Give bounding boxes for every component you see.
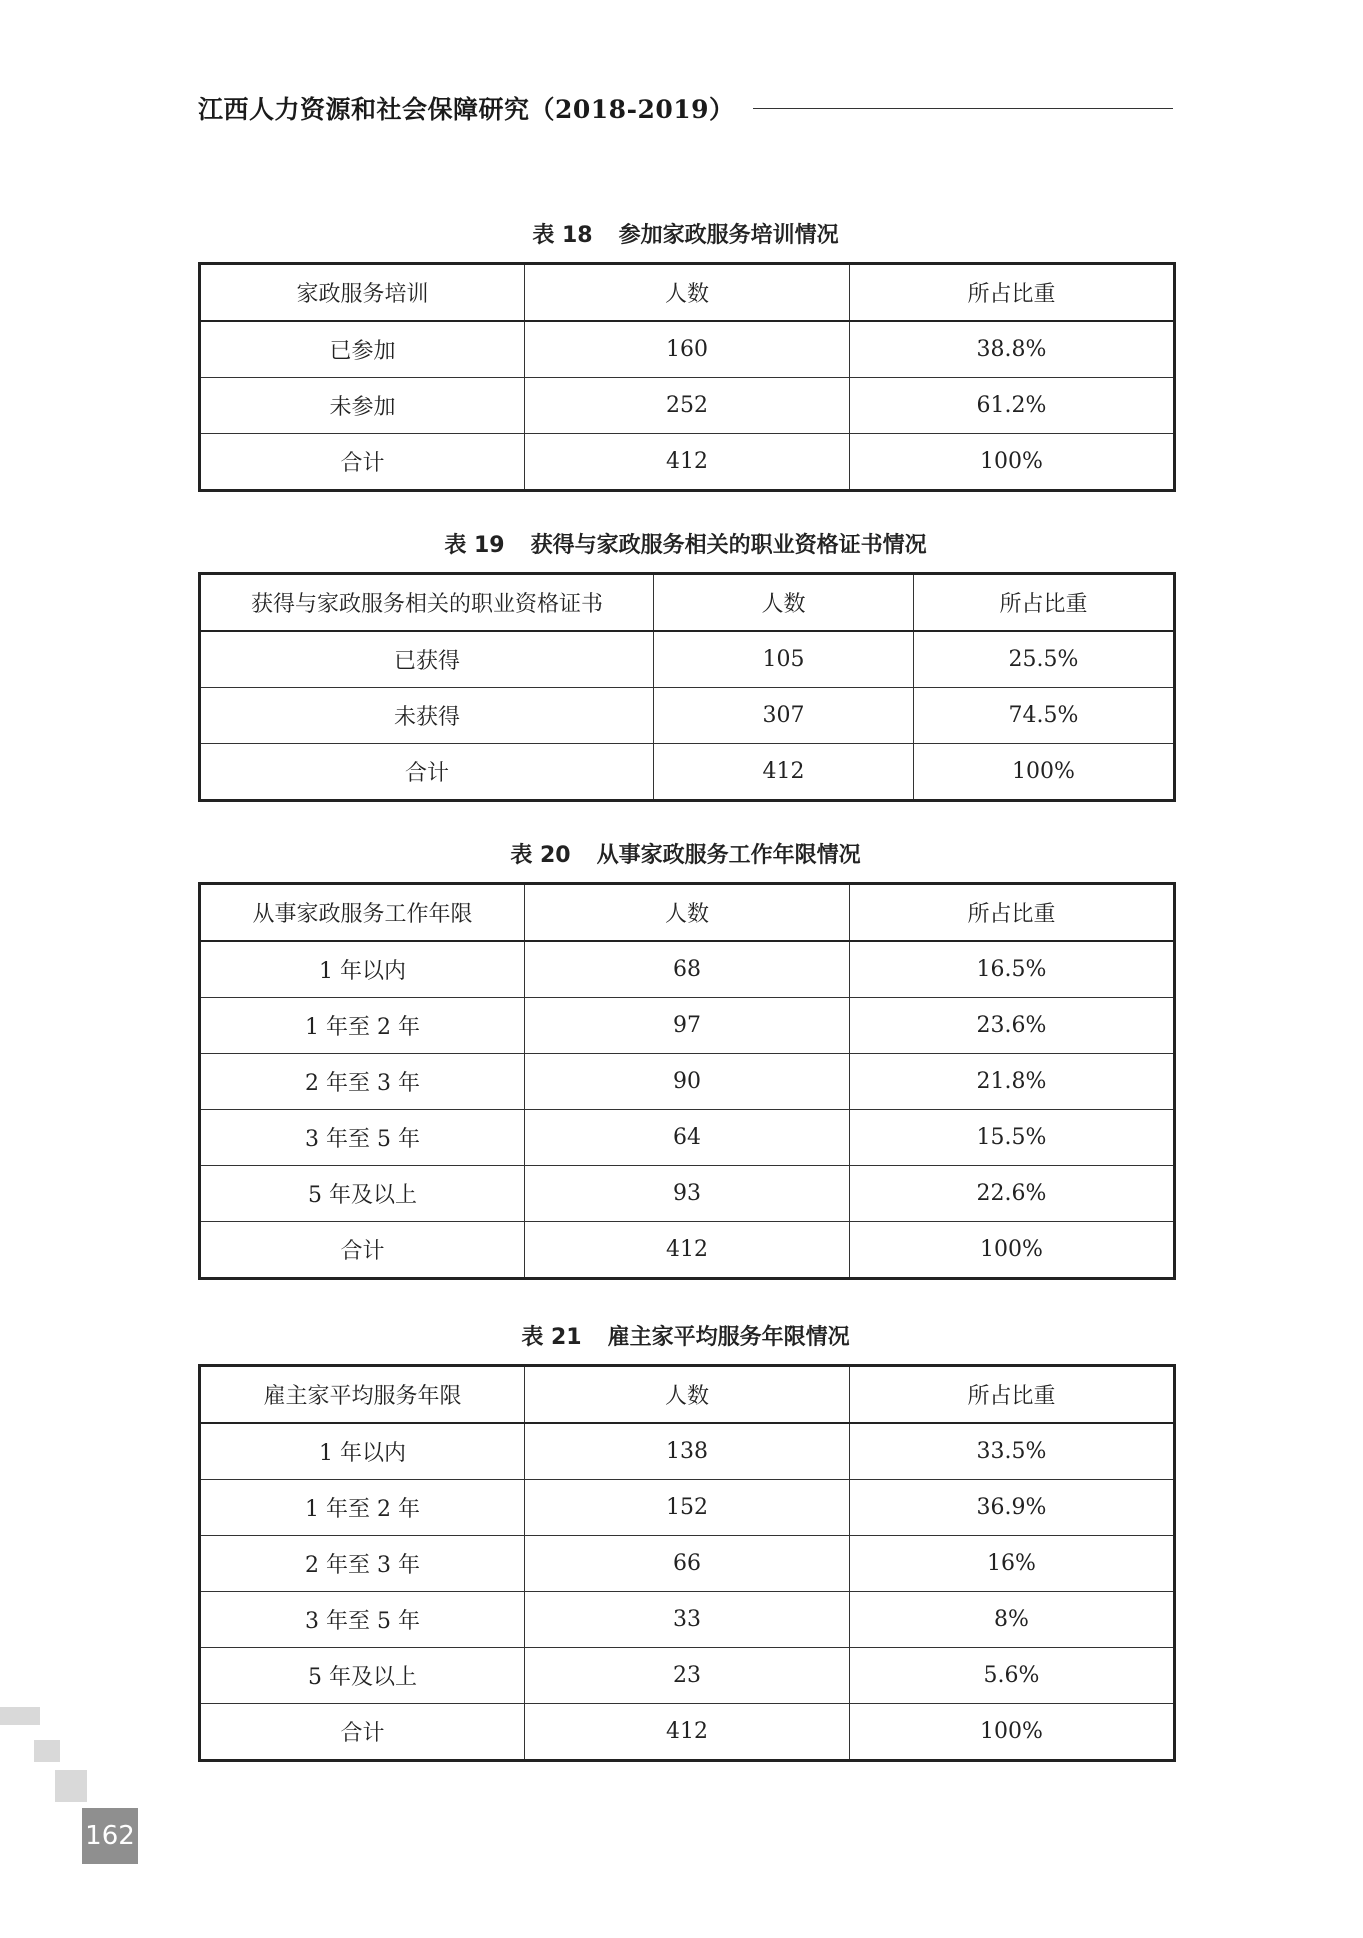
- column-header: 所占比重: [850, 1366, 1175, 1424]
- table-cell: 16.5%: [850, 941, 1175, 998]
- table-20-number: 表 20: [510, 843, 571, 868]
- table-row: [200, 1592, 1175, 1648]
- table-header-row: [200, 574, 1175, 632]
- table-header-row: [200, 1366, 1175, 1424]
- table-cell: 2 年至 3 年: [200, 1054, 525, 1110]
- table-21-title: 雇主家平均服务年限情况: [607, 1325, 850, 1350]
- table-cell: 412: [525, 1704, 850, 1761]
- column-header: 所占比重: [850, 884, 1175, 942]
- table-row: [200, 631, 1175, 688]
- table-cell: 100%: [914, 744, 1175, 801]
- table-row: [200, 941, 1175, 998]
- table-cell: 64: [525, 1110, 850, 1166]
- table-row: [200, 744, 1175, 801]
- table-row: [200, 998, 1175, 1054]
- table-row: [200, 378, 1175, 434]
- table-20-title: 从事家政服务工作年限情况: [596, 843, 861, 868]
- table-cell: 97: [525, 998, 850, 1054]
- table-20-caption: [198, 838, 1173, 869]
- column-header: 人数: [525, 884, 850, 942]
- table-row: [200, 1222, 1175, 1279]
- table-cell: 16%: [850, 1536, 1175, 1592]
- table-21-caption: [198, 1320, 1173, 1351]
- table-cell: 412: [525, 1222, 850, 1279]
- table-cell: 2 年至 3 年: [200, 1536, 525, 1592]
- book-title: 江西人力资源和社会保障研究（2018-2019）: [198, 95, 735, 124]
- table-19: [198, 572, 1176, 802]
- table-row: [200, 321, 1175, 378]
- table-cell: 33: [525, 1592, 850, 1648]
- table-row: [200, 1480, 1175, 1536]
- table-cell: 23.6%: [850, 998, 1175, 1054]
- table-cell: 66: [525, 1536, 850, 1592]
- table-row: [200, 1054, 1175, 1110]
- table-row: [200, 1166, 1175, 1222]
- table-18: [198, 262, 1176, 492]
- table-cell: 5.6%: [850, 1648, 1175, 1704]
- table-cell: 38.8%: [850, 321, 1175, 378]
- column-header: 所占比重: [914, 574, 1175, 632]
- table-cell: 252: [525, 378, 850, 434]
- table-cell: 68: [525, 941, 850, 998]
- table-cell: 105: [654, 631, 914, 688]
- page-number: 162: [82, 1808, 138, 1864]
- table-cell: 412: [525, 434, 850, 491]
- table-cell: 152: [525, 1480, 850, 1536]
- table-cell: 36.9%: [850, 1480, 1175, 1536]
- table-row: [200, 1704, 1175, 1761]
- table-cell: 1 年以内: [200, 1423, 525, 1480]
- table-cell: 22.6%: [850, 1166, 1175, 1222]
- table-cell: 61.2%: [850, 378, 1175, 434]
- table-row: [200, 1536, 1175, 1592]
- table-cell: 3 年至 5 年: [200, 1110, 525, 1166]
- table-row: [200, 688, 1175, 744]
- column-header: 人数: [654, 574, 914, 632]
- table-cell: 33.5%: [850, 1423, 1175, 1480]
- decorative-square: [34, 1740, 60, 1762]
- table-cell: 15.5%: [850, 1110, 1175, 1166]
- table-cell: 412: [654, 744, 914, 801]
- table-cell: 已参加: [200, 321, 525, 378]
- table-row: [200, 434, 1175, 491]
- table-cell: 93: [525, 1166, 850, 1222]
- table-cell: 74.5%: [914, 688, 1175, 744]
- column-header: 人数: [525, 1366, 850, 1424]
- table-cell: 合计: [200, 1704, 525, 1761]
- table-cell: 合计: [200, 1222, 525, 1279]
- table-cell: 160: [525, 321, 850, 378]
- table-cell: 21.8%: [850, 1054, 1175, 1110]
- table-cell: 未参加: [200, 378, 525, 434]
- table-20: [198, 882, 1176, 1280]
- table-cell: 307: [654, 688, 914, 744]
- table-21-number: 表 21: [521, 1325, 582, 1350]
- table-cell: 5 年及以上: [200, 1648, 525, 1704]
- column-header: 所占比重: [850, 264, 1175, 322]
- header-rule: [753, 108, 1173, 109]
- table-18-title: 参加家政服务培训情况: [618, 223, 839, 248]
- table-cell: 5 年及以上: [200, 1166, 525, 1222]
- running-header: [198, 88, 1173, 128]
- table-cell: 100%: [850, 1704, 1175, 1761]
- decorative-square: [0, 1707, 40, 1725]
- table-cell: 合计: [200, 434, 525, 491]
- table-cell: 未获得: [200, 688, 654, 744]
- column-header: 家政服务培训: [200, 264, 525, 322]
- column-header: 雇主家平均服务年限: [200, 1366, 525, 1424]
- table-19-title: 获得与家政服务相关的职业资格证书情况: [530, 533, 927, 558]
- table-row: [200, 1648, 1175, 1704]
- decorative-square: [55, 1770, 87, 1802]
- table-row: [200, 1110, 1175, 1166]
- table-cell: 23: [525, 1648, 850, 1704]
- table-cell: 1 年至 2 年: [200, 1480, 525, 1536]
- table-21: [198, 1364, 1176, 1762]
- table-cell: 1 年以内: [200, 941, 525, 998]
- column-header: 从事家政服务工作年限: [200, 884, 525, 942]
- table-19-number: 表 19: [444, 533, 505, 558]
- column-header: 人数: [525, 264, 850, 322]
- table-18-caption: [198, 218, 1173, 249]
- table-cell: 合计: [200, 744, 654, 801]
- table-cell: 8%: [850, 1592, 1175, 1648]
- table-header-row: [200, 884, 1175, 942]
- table-cell: 1 年至 2 年: [200, 998, 525, 1054]
- table-cell: 已获得: [200, 631, 654, 688]
- table-header-row: [200, 264, 1175, 322]
- table-row: [200, 1423, 1175, 1480]
- table-cell: 138: [525, 1423, 850, 1480]
- table-cell: 90: [525, 1054, 850, 1110]
- table-cell: 100%: [850, 434, 1175, 491]
- table-cell: 100%: [850, 1222, 1175, 1279]
- column-header: 获得与家政服务相关的职业资格证书: [200, 574, 654, 632]
- table-18-number: 表 18: [532, 223, 593, 248]
- table-cell: 25.5%: [914, 631, 1175, 688]
- table-19-caption: [198, 528, 1173, 559]
- table-cell: 3 年至 5 年: [200, 1592, 525, 1648]
